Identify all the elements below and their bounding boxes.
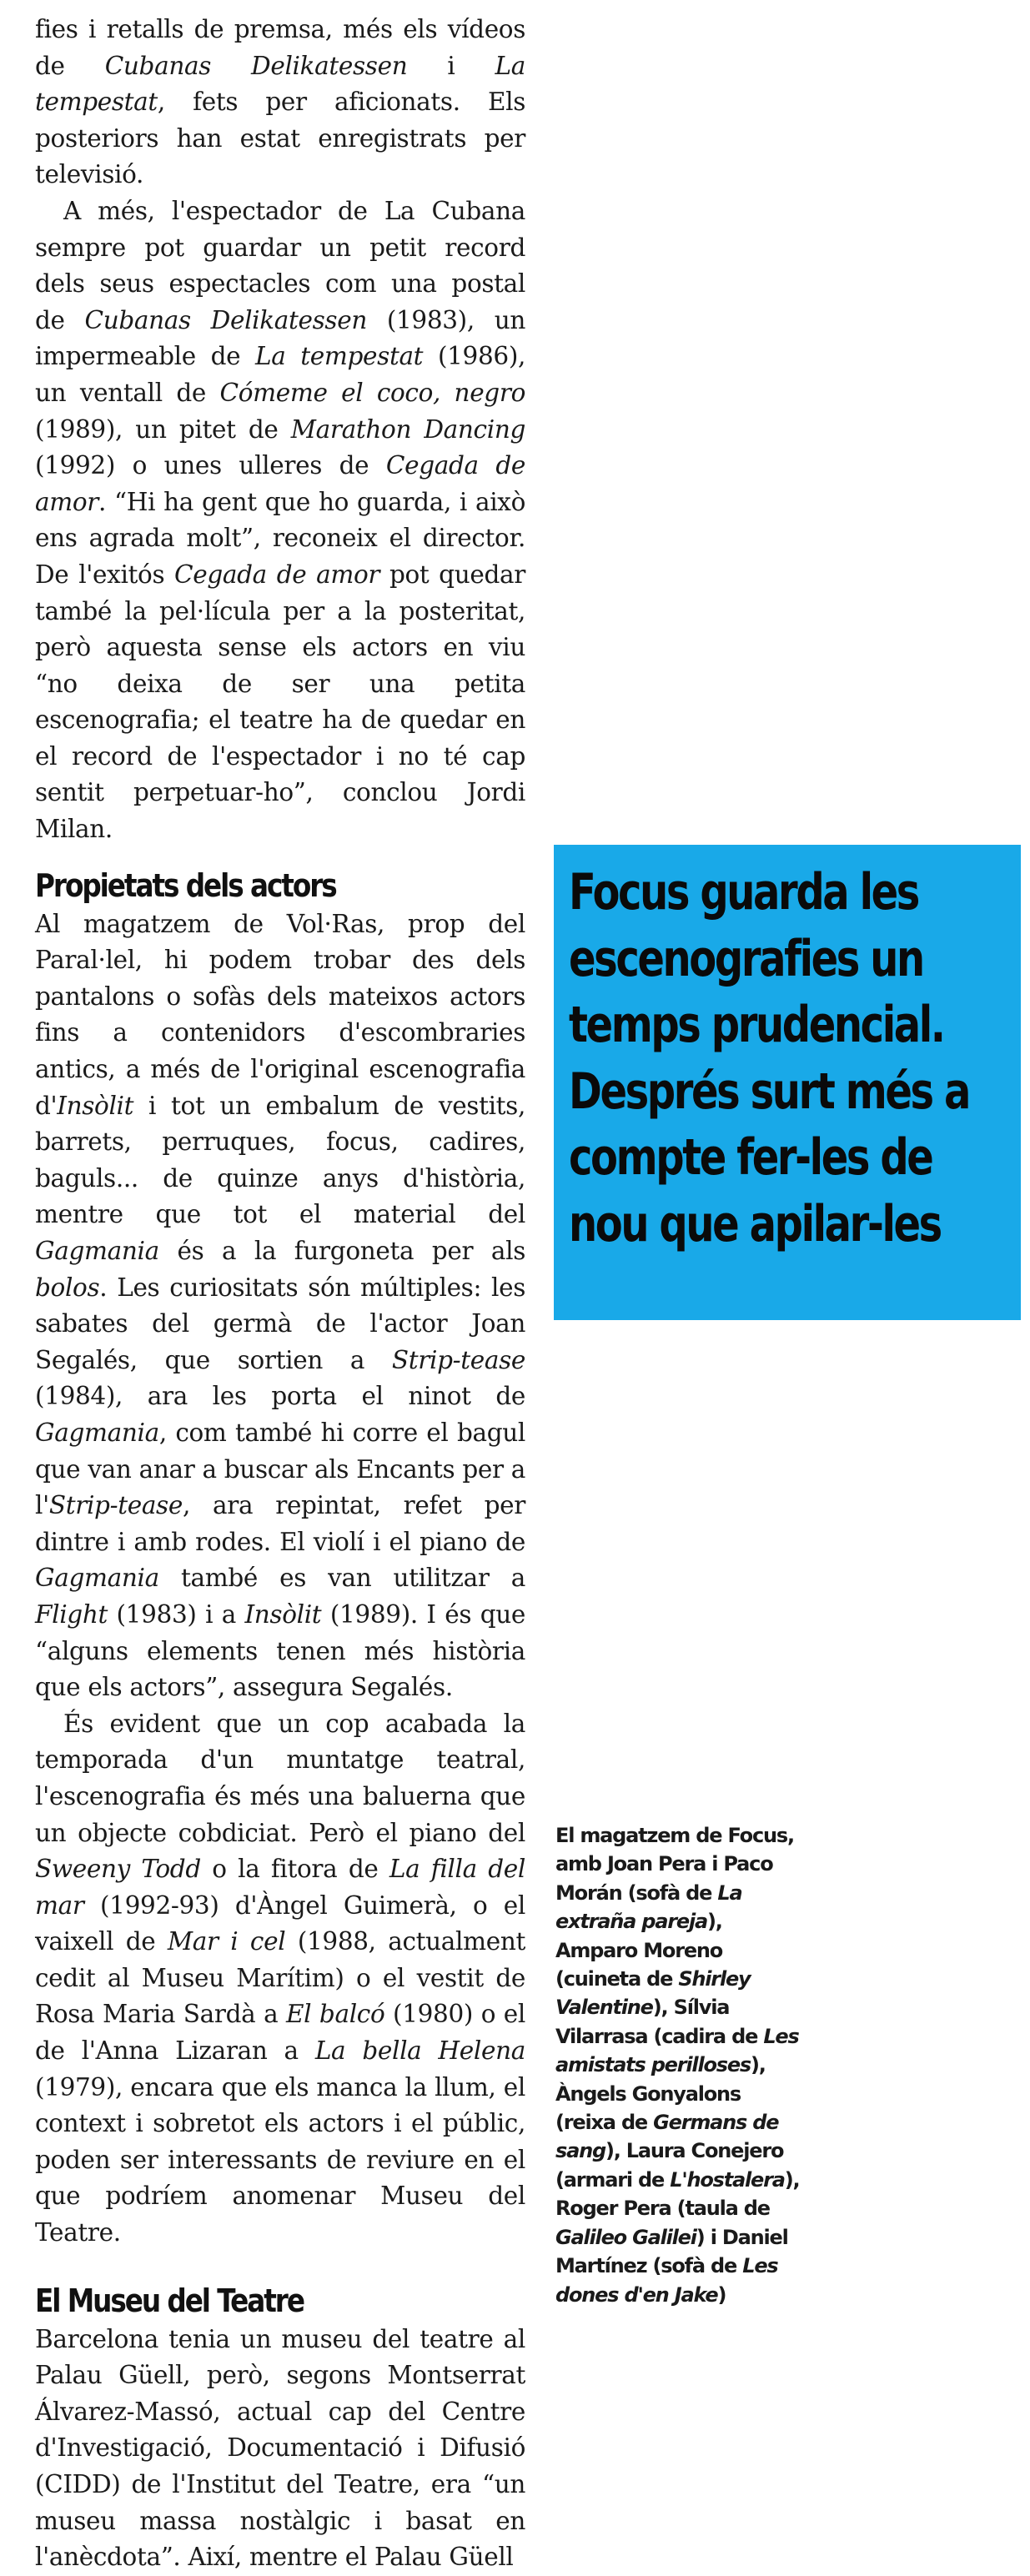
- article-paragraph: [35, 906, 525, 1706]
- text-run: i tot un embalum de vestits, barrets, perruques, focus, cadires, baguls... de quinze anys d'història, mentre que tot el material del: [35, 1091, 525, 1229]
- text-run: (1979), encara que els manca la llum, el context i sobretot els actors i el públic, poden ser interessants de reviure en el que podríem anomenar Museu del Teatre.: [35, 2072, 525, 2247]
- italic-title: Gagmania: [35, 1237, 159, 1265]
- italic-title: Cubanas Delikatessen: [84, 305, 367, 334]
- text-run: també es van utilitzar a: [158, 1564, 525, 1593]
- photo-caption-text: [555, 1821, 806, 2309]
- italic-title: Mar i cel: [167, 1927, 286, 1956]
- italic-title: Strip-tease: [391, 1345, 525, 1374]
- italic-title: Sweeny Todd: [35, 1855, 201, 1884]
- italic-title: Marathon Dancing: [290, 414, 525, 444]
- text-run: , fets per aficionats. Els posteriors han estat enregistrats per televisió.: [35, 88, 525, 189]
- text-run: Al magatzem de Vol·Ras, prop del Paral·lel, hi podem trobar des dels pantalons o sofàs dels mateixos actors fins a contenidors d'escombraries antics, a més de l'original escenografia d': [35, 909, 525, 1120]
- italic-title: Les dones d'en Jake: [555, 2254, 778, 2307]
- italic-title: bolos: [35, 1273, 100, 1302]
- text-run: (1983), un impermeable de: [35, 305, 525, 371]
- article-paragraph: [35, 12, 525, 193]
- text-run: és a la furgoneta per als: [158, 1237, 525, 1265]
- text-run: pot quedar també la pel·lícula per a la posteritat, però aquesta sense els actors en viu “no deixa de ser una petita escenografia; el teatre ha de quedar en el record de l'espectador i no té cap sentit perpetuar-ho”, conclou Jordi Milan.: [35, 560, 526, 844]
- text-run: (1989), un pitet de: [35, 414, 291, 444]
- italic-title: Germans de sang: [555, 2111, 779, 2163]
- text-run: (1984), ara les porta el ninot de: [35, 1382, 525, 1411]
- italic-title: Insòlit: [244, 1599, 322, 1629]
- italic-title: Insòlit: [57, 1091, 134, 1120]
- text-run: ), Laura Conejero (armari de: [555, 2139, 784, 2192]
- text-run: (1980) o el de l'Anna Lizaran a: [35, 2000, 525, 2066]
- italic-title: El balcó: [286, 2000, 385, 2029]
- italic-title: L'hostalera: [670, 2167, 785, 2192]
- text-run: (1986), un ventall de: [35, 342, 526, 407]
- italic-title: La bella Helena: [314, 2036, 525, 2066]
- text-run: ), Amparo Moreno (cuineta de: [555, 1910, 723, 1991]
- italic-title: Flight: [35, 1599, 108, 1629]
- italic-title: La filla del mar: [35, 1855, 525, 1920]
- section-heading: El Museu del Teatre: [35, 2282, 304, 2319]
- text-run: , com també hi corre el bagul que van anar a buscar als Encants per a l': [35, 1418, 525, 1520]
- photo-caption: [555, 1821, 839, 2309]
- text-run: A més, l'espectador de La Cubana sempre pot guardar un petit record dels seus espectacles com una postal de: [35, 196, 525, 334]
- article-paragraph: [35, 2322, 525, 2576]
- italic-title: La extraña pareja: [555, 1881, 742, 1934]
- text-run: Barcelona tenia un museu del teatre al Palau Güell, però, segons Montserrat Álvarez-Massó, actual cap del Centre d'Investigació, Documentació i Difusió (CIDD) de l'Institut del Teatre, era “un museu massa nostàlgic i basat en l'anècdota”. Així, mentre el Palau Güell: [35, 2324, 525, 2572]
- text-run: (1989). I és que “alguns elements tenen més història que els actors”, assegura Segalés.: [35, 1599, 525, 1702]
- italic-title: La tempestat: [255, 342, 424, 371]
- text-run: (1983) i a: [107, 1599, 245, 1629]
- text-run: (1992-93) d'Àngel Guimerà, o el vaixell de: [35, 1891, 525, 1956]
- article-paragraph: [35, 1706, 525, 2252]
- text-run: . “Hi ha gent que ho guarda, i això ens agrada molt”, reconeix el director. De l'exitós: [35, 487, 525, 589]
- article-paragraph: [35, 193, 525, 848]
- text-run: ), Roger Pera (taula de: [555, 2167, 800, 2221]
- italic-title: La tempestat: [35, 51, 525, 117]
- article-body: [35, 12, 525, 2576]
- text-run: És evident que un cop acabada la temporada d'un muntatge teatral, l'escenografia és més una baluerna que un objecte cobdiciat. Però el piano del: [35, 1709, 525, 1847]
- text-run: El magatzem de Focus, amb Joan Pera i Paco Morán (sofà de: [555, 1824, 794, 1905]
- italic-title: Galileo Galilei: [555, 2225, 696, 2249]
- text-run: (1992) o unes ulleres de: [35, 451, 386, 480]
- text-run: ): [717, 2282, 726, 2307]
- italic-title: Strip-tease: [48, 1491, 183, 1520]
- italic-title: Cómeme el coco, negro: [219, 378, 525, 407]
- italic-title: Shirley Valentine: [555, 1967, 751, 2020]
- italic-title: Cegada de amor: [174, 560, 380, 589]
- text-run: ), Sílvia Vilarrasa (cadira de: [555, 1996, 764, 2048]
- text-run: i: [407, 51, 495, 80]
- text-run: (1988, actualment cedit al Museu Marítim) o el vestit de Rosa Maria Sardà a: [35, 1927, 525, 2029]
- pull-quote-text: Focus guarda les escenografies un temps prudencial. Després surt més a compte fer-les de nou que apilar-les: [569, 863, 969, 1253]
- italic-title: Les amistats perilloses: [555, 2024, 799, 2077]
- section-heading: Propietats dels actors: [35, 866, 336, 904]
- italic-title: Cubanas Delikatessen: [104, 51, 408, 80]
- text-run: ), Àngels Gonyalons (reixa de: [555, 2053, 766, 2135]
- text-run: fies i retalls de premsa, més els vídeos de: [35, 15, 525, 80]
- italic-title: Cegada de amor: [35, 451, 526, 516]
- text-run: o la fitora de: [200, 1855, 389, 1884]
- text-run: , ara repintat, refet per dintre i amb rodes. El violí i el piano de: [35, 1491, 525, 1556]
- pull-quote-box: [554, 845, 1021, 1320]
- text-run: ) i Daniel Martínez (sofà de: [555, 2225, 788, 2278]
- italic-title: Gagmania: [35, 1418, 159, 1447]
- italic-title: Gagmania: [35, 1564, 159, 1593]
- text-run: . Les curiositats són múltiples: les sabates del germà de l'actor Joan Segalés, que sortien a: [35, 1273, 525, 1374]
